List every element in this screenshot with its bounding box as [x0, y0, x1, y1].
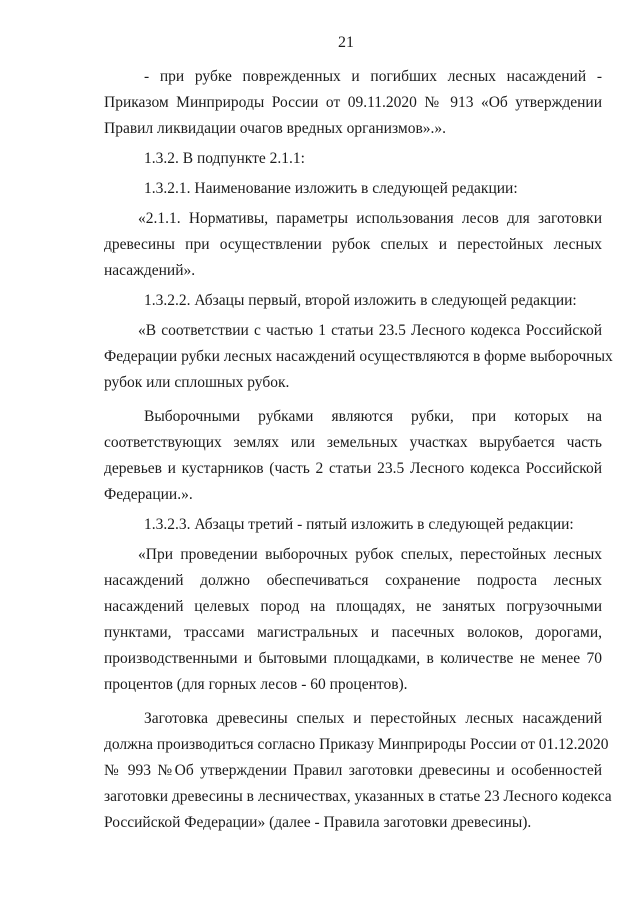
text-line: 1.3.2.2. Абзацы первый, второй изложить в следующей редакции:: [144, 292, 577, 309]
text-line: процентов (для горных лесов - 60 процентов).: [104, 676, 408, 693]
text-line: Федерации рубки лесных насаждений осуществляются в форме выборочных: [104, 348, 613, 365]
text-line: должна производиться согласно Приказу Минприроды России от 01.12.2020: [104, 736, 609, 753]
text-line: рубок или сплошных рубок.: [104, 374, 290, 391]
text-line: № 993 №Об утверждении Правил заготовки древесины и особенностей: [104, 762, 602, 779]
text-line: Приказом Минприроды России от 09.11.2020 № 913 «Об утверждении: [104, 94, 602, 111]
text-line: Российской Федерации» (далее - Правила заготовки древесины).: [104, 814, 532, 831]
text-line: насаждений целевых пород на площадях, не занятых погрузочными: [104, 598, 602, 615]
page-number: 21: [338, 34, 354, 51]
text-line: насаждений».: [104, 262, 196, 279]
text-line: 1.3.2.1. Наименование изложить в следующей редакции:: [144, 180, 518, 197]
text-line: Правил ликвидации очагов вредных организмов».».: [104, 120, 447, 137]
text-line: Заготовка древесины спелых и перестойных лесных насаждений: [144, 710, 602, 727]
text-line: Федерации.».: [104, 486, 193, 503]
text-line: деревьев и кустарников (часть 2 статьи 23.5 Лесного кодекса Российской: [104, 460, 602, 477]
text-line: «2.1.1. Нормативы, параметры использования лесов для заготовки: [138, 210, 602, 227]
text-line: производственными и бытовыми площадками, в количестве не менее 70: [104, 650, 602, 667]
document-body: [104, 64, 613, 836]
text-line: 1.3.2. В подпункте 2.1.1:: [144, 150, 305, 167]
text-line: насаждений должно обеспечиваться сохранение подроста лесных: [104, 572, 602, 589]
text-line: пунктами, трассами магистральных и пасечных волоков, дорогами,: [104, 624, 602, 641]
text-line: - при рубке поврежденных и погибших лесных насаждений -: [144, 68, 602, 85]
text-line: древесины при осуществлении рубок спелых и перестойных лесных: [104, 236, 602, 253]
text-line: «При проведении выборочных рубок спелых, перестойных лесных: [138, 546, 602, 563]
text-line: Выборочными рубками являются рубки, при которых на: [144, 408, 602, 425]
text-line: 1.3.2.3. Абзацы третий - пятый изложить в следующей редакции:: [144, 516, 574, 533]
text-line: соответствующих землях или земельных участках вырубается часть: [104, 434, 602, 451]
text-line: «В соответствии с частью 1 статьи 23.5 Лесного кодекса Российской: [138, 322, 602, 339]
text-line: заготовки древесины в лесничествах, указанных в статье 23 Лесного кодекса: [104, 788, 612, 805]
